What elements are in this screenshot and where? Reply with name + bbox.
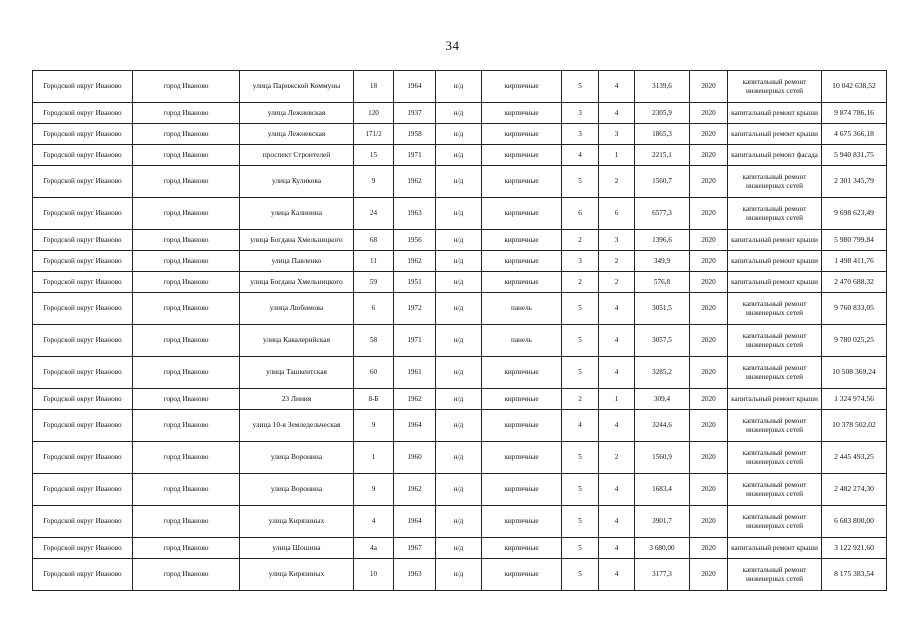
renovation-year-cell: н/д bbox=[436, 124, 482, 145]
work-type-cell: капитальный ремонт крыши bbox=[728, 124, 822, 145]
district-cell: Городской округ Иваново bbox=[33, 124, 133, 145]
renovation-year-cell: н/д bbox=[436, 559, 482, 591]
page-number: 34 bbox=[445, 38, 460, 53]
cost-cell: 5 980 799,84 bbox=[822, 230, 887, 251]
floors-cell: 5 bbox=[562, 506, 599, 538]
build-year-cell: 1967 bbox=[394, 538, 436, 559]
street-cell: 23 Линия bbox=[240, 389, 354, 410]
city-cell: город Иваново bbox=[133, 506, 240, 538]
plan-year-cell: 2020 bbox=[690, 251, 728, 272]
city-cell: город Иваново bbox=[133, 559, 240, 591]
work-type-cell: капитальный ремонт крыши bbox=[728, 538, 822, 559]
renovation-year-cell: н/д bbox=[436, 410, 482, 442]
entrances-cell: 4 bbox=[599, 103, 635, 124]
build-year-cell: 1971 bbox=[394, 145, 436, 166]
plan-year-cell: 2020 bbox=[690, 389, 728, 410]
wall-material-cell: кирпичные bbox=[482, 538, 562, 559]
district-cell: Городской округ Иваново bbox=[33, 293, 133, 325]
build-year-cell: 1956 bbox=[394, 230, 436, 251]
cost-cell: 1 324 974,56 bbox=[822, 389, 887, 410]
district-cell: Городской округ Иваново bbox=[33, 474, 133, 506]
wall-material-cell: кирпичные bbox=[482, 442, 562, 474]
cost-cell: 9 874 786,16 bbox=[822, 103, 887, 124]
street-cell: улица Лежневская bbox=[240, 124, 354, 145]
district-cell: Городской округ Иваново bbox=[33, 559, 133, 591]
plan-year-cell: 2020 bbox=[690, 357, 728, 389]
house-number-cell: 58 bbox=[354, 325, 394, 357]
city-cell: город Иваново bbox=[133, 442, 240, 474]
plan-year-cell: 2020 bbox=[690, 410, 728, 442]
area-cell: 3139,6 bbox=[635, 71, 690, 103]
cost-cell: 5 940 831,75 bbox=[822, 145, 887, 166]
build-year-cell: 1971 bbox=[394, 325, 436, 357]
renovation-year-cell: н/д bbox=[436, 166, 482, 198]
street-cell: улица Лежневская bbox=[240, 103, 354, 124]
plan-year-cell: 2020 bbox=[690, 145, 728, 166]
wall-material-cell: панель bbox=[482, 293, 562, 325]
house-number-cell: 171/2 bbox=[354, 124, 394, 145]
table-row bbox=[33, 389, 887, 410]
street-cell: улица Куликова bbox=[240, 166, 354, 198]
table-row bbox=[33, 124, 887, 145]
district-cell: Городской округ Иваново bbox=[33, 272, 133, 293]
work-type-cell: капитальный ремонт фасада bbox=[728, 145, 822, 166]
build-year-cell: 1937 bbox=[394, 103, 436, 124]
work-type-cell: капитальный ремонт крыши bbox=[728, 389, 822, 410]
build-year-cell: 1958 bbox=[394, 124, 436, 145]
street-cell: улица Богдана Хмельницкого bbox=[240, 230, 354, 251]
entrances-cell: 3 bbox=[599, 230, 635, 251]
city-cell: город Иваново bbox=[133, 251, 240, 272]
table-row bbox=[33, 166, 887, 198]
city-cell: город Иваново bbox=[133, 538, 240, 559]
floors-cell: 5 bbox=[562, 325, 599, 357]
renovation-year-cell: н/д bbox=[436, 145, 482, 166]
house-number-cell: 120 bbox=[354, 103, 394, 124]
work-type-cell: капитальный ремонт крыши bbox=[728, 251, 822, 272]
build-year-cell: 1962 bbox=[394, 474, 436, 506]
street-cell: улица Кавалерийская bbox=[240, 325, 354, 357]
build-year-cell: 1960 bbox=[394, 442, 436, 474]
cost-cell: 10 508 369,24 bbox=[822, 357, 887, 389]
work-type-cell: капитальный ремонт инженерных сетей bbox=[728, 166, 822, 198]
entrances-cell: 2 bbox=[599, 272, 635, 293]
renovation-year-cell: н/д bbox=[436, 272, 482, 293]
floors-cell: 5 bbox=[562, 293, 599, 325]
table-row bbox=[33, 474, 887, 506]
city-cell: город Иваново bbox=[133, 71, 240, 103]
street-cell: улица Кирязиных bbox=[240, 559, 354, 591]
plan-year-cell: 2020 bbox=[690, 474, 728, 506]
area-cell: 3244,6 bbox=[635, 410, 690, 442]
entrances-cell: 4 bbox=[599, 538, 635, 559]
house-number-cell: 9 bbox=[354, 410, 394, 442]
city-cell: город Иваново bbox=[133, 166, 240, 198]
plan-year-cell: 2020 bbox=[690, 166, 728, 198]
work-type-cell: капитальный ремонт инженерных сетей bbox=[728, 506, 822, 538]
street-cell: проспект Строителей bbox=[240, 145, 354, 166]
build-year-cell: 1962 bbox=[394, 166, 436, 198]
wall-material-cell: кирпичные bbox=[482, 251, 562, 272]
district-cell: Городской округ Иваново bbox=[33, 538, 133, 559]
entrances-cell: 2 bbox=[599, 442, 635, 474]
district-cell: Городской округ Иваново bbox=[33, 251, 133, 272]
district-cell: Городской округ Иваново bbox=[33, 410, 133, 442]
entrances-cell: 1 bbox=[599, 389, 635, 410]
cost-cell: 10 378 502,02 bbox=[822, 410, 887, 442]
wall-material-cell: кирпичные bbox=[482, 103, 562, 124]
house-number-cell: 6 bbox=[354, 293, 394, 325]
house-number-cell: 24 bbox=[354, 198, 394, 230]
build-year-cell: 1963 bbox=[394, 198, 436, 230]
cost-cell: 1 498 411,76 bbox=[822, 251, 887, 272]
entrances-cell: 2 bbox=[599, 251, 635, 272]
street-cell: улица 10-я Земледельческая bbox=[240, 410, 354, 442]
area-cell: 1396,6 bbox=[635, 230, 690, 251]
area-cell: 3 680,00 bbox=[635, 538, 690, 559]
build-year-cell: 1964 bbox=[394, 410, 436, 442]
cost-cell: 9 780 025,25 bbox=[822, 325, 887, 357]
plan-year-cell: 2020 bbox=[690, 272, 728, 293]
area-cell: 3177,3 bbox=[635, 559, 690, 591]
house-number-cell: 1 bbox=[354, 442, 394, 474]
entrances-cell: 4 bbox=[599, 357, 635, 389]
build-year-cell: 1972 bbox=[394, 293, 436, 325]
table-row bbox=[33, 198, 887, 230]
renovation-year-cell: н/д bbox=[436, 71, 482, 103]
area-cell: 2305,9 bbox=[635, 103, 690, 124]
floors-cell: 5 bbox=[562, 474, 599, 506]
house-number-cell: 10 bbox=[354, 559, 394, 591]
district-cell: Городской округ Иваново bbox=[33, 145, 133, 166]
floors-cell: 5 bbox=[562, 538, 599, 559]
street-cell: улица Воронина bbox=[240, 442, 354, 474]
build-year-cell: 1962 bbox=[394, 251, 436, 272]
street-cell: улица Любимова bbox=[240, 293, 354, 325]
entrances-cell: 4 bbox=[599, 474, 635, 506]
cost-cell: 4 675 366,18 bbox=[822, 124, 887, 145]
plan-year-cell: 2020 bbox=[690, 124, 728, 145]
city-cell: город Иваново bbox=[133, 357, 240, 389]
floors-cell: 2 bbox=[562, 230, 599, 251]
renovation-year-cell: н/д bbox=[436, 251, 482, 272]
floors-cell: 2 bbox=[562, 272, 599, 293]
street-cell: улица Кирязиных bbox=[240, 506, 354, 538]
plan-year-cell: 2020 bbox=[690, 506, 728, 538]
table-row bbox=[33, 293, 887, 325]
floors-cell: 5 bbox=[562, 559, 599, 591]
housing-register-table bbox=[32, 70, 887, 591]
plan-year-cell: 2020 bbox=[690, 325, 728, 357]
renovation-year-cell: н/д bbox=[436, 293, 482, 325]
wall-material-cell: кирпичные bbox=[482, 272, 562, 293]
table-row bbox=[33, 538, 887, 559]
entrances-cell: 3 bbox=[599, 124, 635, 145]
wall-material-cell: кирпичные bbox=[482, 71, 562, 103]
entrances-cell: 2 bbox=[599, 166, 635, 198]
work-type-cell: капитальный ремонт инженерных сетей bbox=[728, 442, 822, 474]
work-type-cell: капитальный ремонт крыши bbox=[728, 103, 822, 124]
cost-cell: 2 482 274,30 bbox=[822, 474, 887, 506]
area-cell: 1560,7 bbox=[635, 166, 690, 198]
area-cell: 3901,7 bbox=[635, 506, 690, 538]
floors-cell: 3 bbox=[562, 124, 599, 145]
district-cell: Городской округ Иваново bbox=[33, 166, 133, 198]
area-cell: 3285,2 bbox=[635, 357, 690, 389]
area-cell: 1560,9 bbox=[635, 442, 690, 474]
cost-cell: 2 445 493,25 bbox=[822, 442, 887, 474]
floors-cell: 4 bbox=[562, 410, 599, 442]
table-row bbox=[33, 410, 887, 442]
plan-year-cell: 2020 bbox=[690, 538, 728, 559]
entrances-cell: 4 bbox=[599, 293, 635, 325]
build-year-cell: 1964 bbox=[394, 506, 436, 538]
cost-cell: 9 760 833,05 bbox=[822, 293, 887, 325]
house-number-cell: 15 bbox=[354, 145, 394, 166]
area-cell: 576,8 bbox=[635, 272, 690, 293]
cost-cell: 2 301 345,79 bbox=[822, 166, 887, 198]
area-cell: 3051,5 bbox=[635, 293, 690, 325]
cost-cell: 10 042 638,52 bbox=[822, 71, 887, 103]
work-type-cell: капитальный ремонт крыши bbox=[728, 272, 822, 293]
cost-cell: 6 683 800,00 bbox=[822, 506, 887, 538]
house-number-cell: 9 bbox=[354, 474, 394, 506]
area-cell: 1683,4 bbox=[635, 474, 690, 506]
plan-year-cell: 2020 bbox=[690, 198, 728, 230]
city-cell: город Иваново bbox=[133, 474, 240, 506]
street-cell: улица Павленко bbox=[240, 251, 354, 272]
build-year-cell: 1963 bbox=[394, 559, 436, 591]
renovation-year-cell: н/д bbox=[436, 538, 482, 559]
table-row bbox=[33, 145, 887, 166]
house-number-cell: 60 bbox=[354, 357, 394, 389]
floors-cell: 2 bbox=[562, 389, 599, 410]
street-cell: улица Парижской Коммуны bbox=[240, 71, 354, 103]
renovation-year-cell: н/д bbox=[436, 389, 482, 410]
build-year-cell: 1964 bbox=[394, 71, 436, 103]
cost-cell: 3 122 921,60 bbox=[822, 538, 887, 559]
wall-material-cell: кирпичные bbox=[482, 230, 562, 251]
renovation-year-cell: н/д bbox=[436, 198, 482, 230]
house-number-cell: 68 bbox=[354, 230, 394, 251]
wall-material-cell: кирпичные bbox=[482, 166, 562, 198]
street-cell: улица Калинина bbox=[240, 198, 354, 230]
floors-cell: 5 bbox=[562, 357, 599, 389]
wall-material-cell: кирпичные bbox=[482, 506, 562, 538]
city-cell: город Иваново bbox=[133, 124, 240, 145]
district-cell: Городской округ Иваново bbox=[33, 357, 133, 389]
plan-year-cell: 2020 bbox=[690, 71, 728, 103]
floors-cell: 6 bbox=[562, 198, 599, 230]
street-cell: улица Шошина bbox=[240, 538, 354, 559]
table-row bbox=[33, 71, 887, 103]
cost-cell: 8 175 383,54 bbox=[822, 559, 887, 591]
work-type-cell: капитальный ремонт крыши bbox=[728, 230, 822, 251]
work-type-cell: капитальный ремонт инженерных сетей bbox=[728, 325, 822, 357]
street-cell: улица Ташкентская bbox=[240, 357, 354, 389]
work-type-cell: капитальный ремонт инженерных сетей bbox=[728, 71, 822, 103]
district-cell: Городской округ Иваново bbox=[33, 103, 133, 124]
entrances-cell: 4 bbox=[599, 325, 635, 357]
city-cell: город Иваново bbox=[133, 198, 240, 230]
area-cell: 2215,1 bbox=[635, 145, 690, 166]
renovation-year-cell: н/д bbox=[436, 357, 482, 389]
wall-material-cell: кирпичные bbox=[482, 559, 562, 591]
work-type-cell: капитальный ремонт инженерных сетей bbox=[728, 559, 822, 591]
floors-cell: 3 bbox=[562, 251, 599, 272]
house-number-cell: 8-Б bbox=[354, 389, 394, 410]
table-row bbox=[33, 325, 887, 357]
renovation-year-cell: н/д bbox=[436, 103, 482, 124]
wall-material-cell: кирпичные bbox=[482, 389, 562, 410]
area-cell: 6577,3 bbox=[635, 198, 690, 230]
house-number-cell: 59 bbox=[354, 272, 394, 293]
city-cell: город Иваново bbox=[133, 410, 240, 442]
street-cell: улица Воронина bbox=[240, 474, 354, 506]
wall-material-cell: кирпичные bbox=[482, 357, 562, 389]
city-cell: город Иваново bbox=[133, 325, 240, 357]
entrances-cell: 6 bbox=[599, 198, 635, 230]
house-number-cell: 9 bbox=[354, 166, 394, 198]
build-year-cell: 1951 bbox=[394, 272, 436, 293]
entrances-cell: 4 bbox=[599, 71, 635, 103]
table-row bbox=[33, 251, 887, 272]
table-row bbox=[33, 230, 887, 251]
plan-year-cell: 2020 bbox=[690, 103, 728, 124]
work-type-cell: капитальный ремонт инженерных сетей bbox=[728, 198, 822, 230]
district-cell: Городской округ Иваново bbox=[33, 230, 133, 251]
renovation-year-cell: н/д bbox=[436, 506, 482, 538]
district-cell: Городской округ Иваново bbox=[33, 442, 133, 474]
street-cell: улица Богдана Хмельницкого bbox=[240, 272, 354, 293]
area-cell: 309,4 bbox=[635, 389, 690, 410]
district-cell: Городской округ Иваново bbox=[33, 389, 133, 410]
area-cell: 3057,5 bbox=[635, 325, 690, 357]
renovation-year-cell: н/д bbox=[436, 325, 482, 357]
house-number-cell: 18 bbox=[354, 71, 394, 103]
floors-cell: 3 bbox=[562, 103, 599, 124]
district-cell: Городской округ Иваново bbox=[33, 71, 133, 103]
work-type-cell: капитальный ремонт инженерных сетей bbox=[728, 357, 822, 389]
wall-material-cell: кирпичные bbox=[482, 410, 562, 442]
build-year-cell: 1962 bbox=[394, 389, 436, 410]
city-cell: город Иваново bbox=[133, 293, 240, 325]
district-cell: Городской округ Иваново bbox=[33, 506, 133, 538]
work-type-cell: капитальный ремонт инженерных сетей bbox=[728, 293, 822, 325]
work-type-cell: капитальный ремонт инженерных сетей bbox=[728, 474, 822, 506]
wall-material-cell: панель bbox=[482, 325, 562, 357]
table-body bbox=[33, 71, 887, 591]
plan-year-cell: 2020 bbox=[690, 293, 728, 325]
build-year-cell: 1961 bbox=[394, 357, 436, 389]
house-number-cell: 4а bbox=[354, 538, 394, 559]
table-row bbox=[33, 442, 887, 474]
house-number-cell: 4 bbox=[354, 506, 394, 538]
house-number-cell: 11 bbox=[354, 251, 394, 272]
wall-material-cell: кирпичные bbox=[482, 198, 562, 230]
renovation-year-cell: н/д bbox=[436, 230, 482, 251]
city-cell: город Иваново bbox=[133, 103, 240, 124]
floors-cell: 5 bbox=[562, 442, 599, 474]
table-row bbox=[33, 357, 887, 389]
wall-material-cell: кирпичные bbox=[482, 124, 562, 145]
cost-cell: 9 698 623,49 bbox=[822, 198, 887, 230]
floors-cell: 5 bbox=[562, 71, 599, 103]
plan-year-cell: 2020 bbox=[690, 559, 728, 591]
cost-cell: 2 470 688,32 bbox=[822, 272, 887, 293]
city-cell: город Иваново bbox=[133, 230, 240, 251]
entrances-cell: 4 bbox=[599, 410, 635, 442]
floors-cell: 5 bbox=[562, 166, 599, 198]
city-cell: город Иваново bbox=[133, 145, 240, 166]
table-row bbox=[33, 506, 887, 538]
area-cell: 349,9 bbox=[635, 251, 690, 272]
plan-year-cell: 2020 bbox=[690, 230, 728, 251]
area-cell: 1865,3 bbox=[635, 124, 690, 145]
work-type-cell: капитальный ремонт инженерных сетей bbox=[728, 410, 822, 442]
wall-material-cell: кирпичные bbox=[482, 474, 562, 506]
renovation-year-cell: н/д bbox=[436, 442, 482, 474]
wall-material-cell: кирпичные bbox=[482, 145, 562, 166]
entrances-cell: 4 bbox=[599, 559, 635, 591]
entrances-cell: 1 bbox=[599, 145, 635, 166]
plan-year-cell: 2020 bbox=[690, 442, 728, 474]
city-cell: город Иваново bbox=[133, 389, 240, 410]
floors-cell: 4 bbox=[562, 145, 599, 166]
district-cell: Городской округ Иваново bbox=[33, 198, 133, 230]
table-row bbox=[33, 272, 887, 293]
table-row bbox=[33, 103, 887, 124]
entrances-cell: 4 bbox=[599, 506, 635, 538]
district-cell: Городской округ Иваново bbox=[33, 325, 133, 357]
city-cell: город Иваново bbox=[133, 272, 240, 293]
renovation-year-cell: н/д bbox=[436, 474, 482, 506]
table-row bbox=[33, 559, 887, 591]
